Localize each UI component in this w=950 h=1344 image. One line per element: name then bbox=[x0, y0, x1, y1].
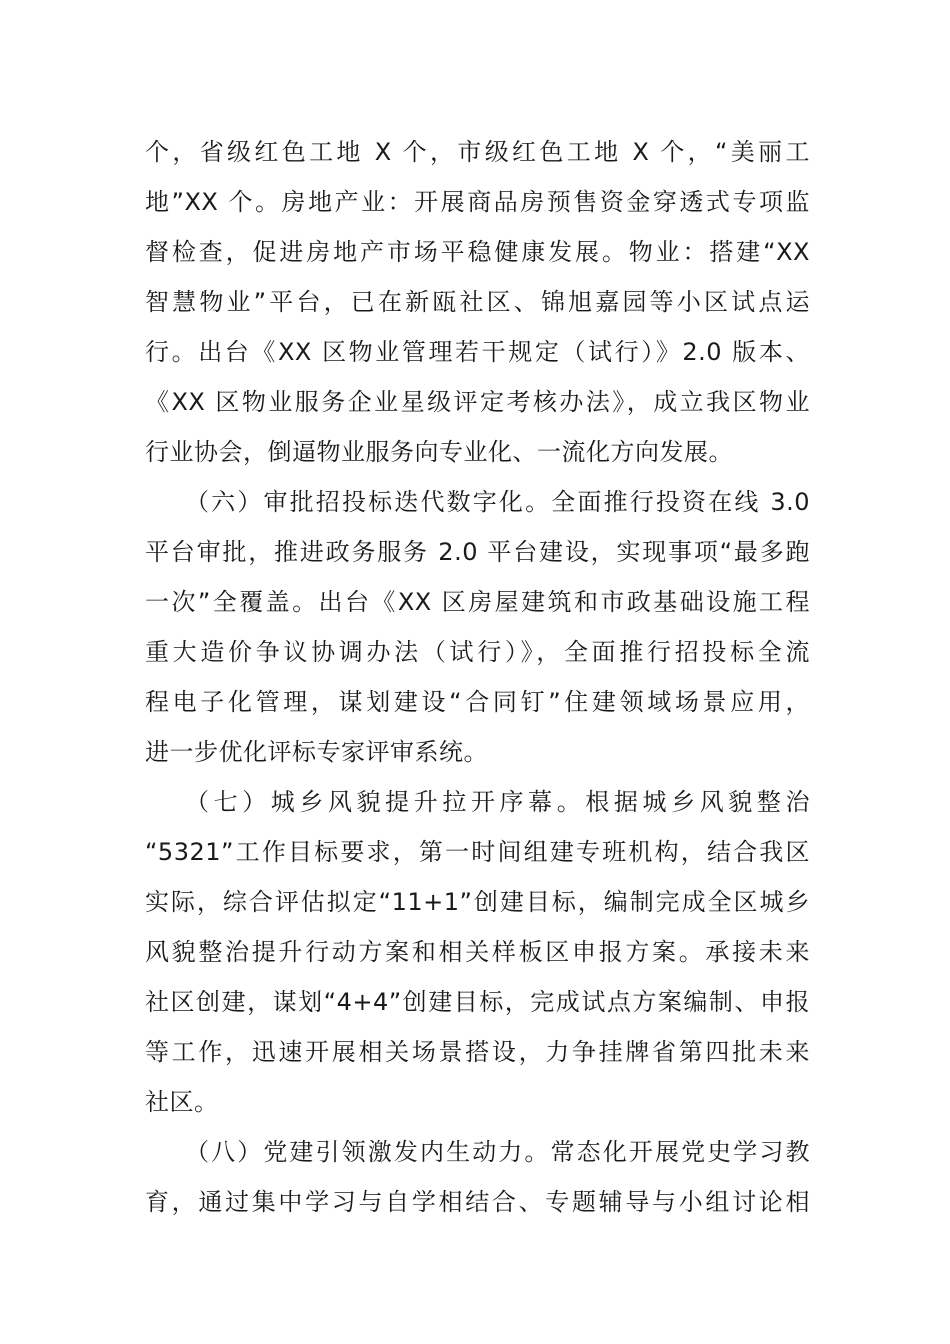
text-line: 等工作，迅速开展相关场景搭设，力争挂牌省第四批未来 bbox=[145, 1038, 810, 1066]
text-line: 育，通过集中学习与自学相结合、专题辅导与小组讨论相 bbox=[145, 1188, 810, 1216]
text-line: 平台审批，推进政务服务 2.0 平台建设，实现事项“最多跑 bbox=[145, 538, 810, 566]
text-line: 智慧物业”平台，已在新瓯社区、锦旭嘉园等小区试点运 bbox=[145, 288, 810, 316]
text-line: “5321”工作目标要求，第一时间组建专班机构，结合我区 bbox=[145, 838, 810, 866]
text-line: 一次”全覆盖。出台《XX 区房屋建筑和市政基础设施工程 bbox=[145, 588, 810, 616]
text-line: 进一步优化评标专家评审系统。 bbox=[145, 738, 488, 766]
text-line: 风貌整治提升行动方案和相关样板区申报方案。承接未来 bbox=[145, 938, 810, 966]
text-line: 督检查，促进房地产市场平稳健康发展。物业：搭建“XX bbox=[145, 238, 810, 266]
section-heading-line: （六）审批招投标迭代数字化。全面推行投资在线 3.0 bbox=[185, 488, 810, 516]
section-heading-line: （八）党建引领激发内生动力。常态化开展党史学习教 bbox=[185, 1138, 810, 1166]
text-line: 实际，综合评估拟定“11+1”创建目标，编制完成全区城乡 bbox=[145, 888, 810, 916]
text-line: 个，省级红色工地 X 个，市级红色工地 X 个，“美丽工 bbox=[145, 138, 810, 166]
text-line: 程电子化管理，谋划建设“合同钉”住建领域场景应用， bbox=[145, 688, 810, 716]
text-line: 社区。 bbox=[145, 1088, 219, 1116]
text-line: 地”XX 个。房地产业：开展商品房预售资金穿透式专项监 bbox=[145, 188, 810, 216]
text-line: 重大造价争议协调办法（试行）》，全面推行招投标全流 bbox=[145, 638, 810, 666]
section-heading-line: （七）城乡风貌提升拉开序幕。根据城乡风貌整治 bbox=[185, 788, 810, 816]
text-line: 行业协会，倒逼物业服务向专业化、一流化方向发展。 bbox=[145, 438, 733, 466]
text-line: 《XX 区物业服务企业星级评定考核办法》，成立我区物业 bbox=[145, 388, 810, 416]
text-line: 社区创建，谋划“4+4”创建目标，完成试点方案编制、申报 bbox=[145, 988, 810, 1016]
text-line: 行。出台《XX 区物业管理若干规定（试行）》2.0 版本、 bbox=[145, 338, 810, 366]
